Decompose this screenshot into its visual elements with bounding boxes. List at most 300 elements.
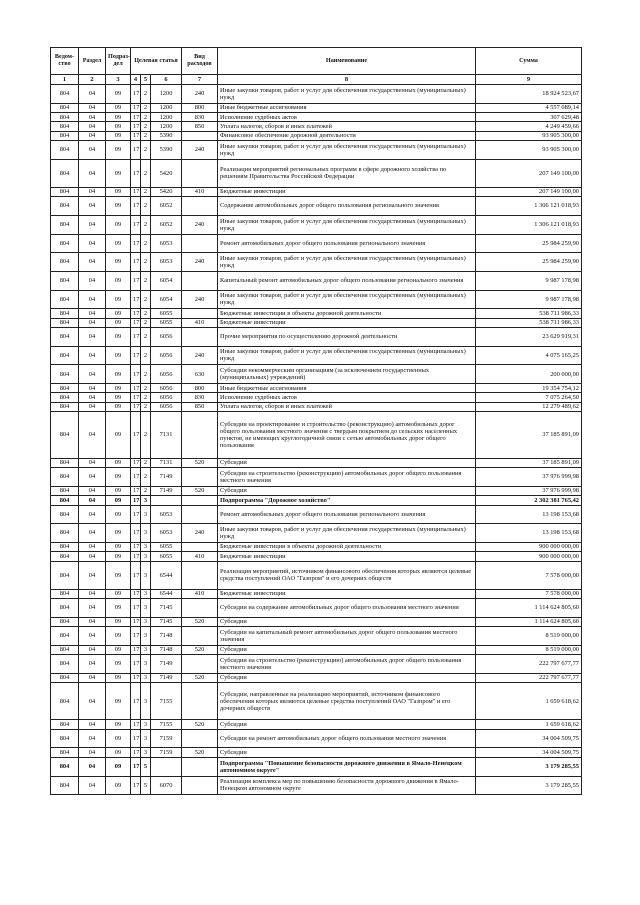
cell-target-subprogram: 2 [141,458,151,467]
cell-name: Ремонт автомобильных дорог общего пользования регионального значения [218,234,476,253]
cell-target-program: 17 [131,215,141,234]
cell-vedomstvo: 804 [51,673,79,682]
cell-podrazdel: 09 [106,655,131,674]
cell-razdel: 04 [79,729,106,748]
cell-razdel: 04 [79,103,106,112]
table-row [51,346,582,365]
cell-podrazdel: 09 [106,271,131,290]
cell-sum: 19 354 754,12 [476,384,582,393]
cell-expense-type [182,729,218,748]
cell-razdel: 04 [79,776,106,795]
cell-razdel: 04 [79,645,106,654]
cell-podrazdel: 09 [106,524,131,543]
table-row [51,103,582,112]
cell-target-subprogram: 2 [141,365,151,384]
cell-target-program: 17 [131,271,141,290]
cell-podrazdel: 09 [106,776,131,795]
cell-sum: 93 905 300,00 [476,131,582,140]
cell-razdel: 04 [79,365,106,384]
table-row [51,122,582,131]
cell-vedomstvo: 804 [51,309,79,318]
cell-sum: 1 306 121 018,93 [476,197,582,216]
budget-table [50,47,582,795]
cell-sum: 37 185 891,09 [476,458,582,467]
cell-expense-type [182,234,218,253]
cell-target-subprogram: 2 [141,234,151,253]
cell-target-program: 17 [131,113,141,122]
cell-expense-type: 520 [182,748,218,757]
cell-vedomstvo: 804 [51,598,79,617]
cell-vedomstvo: 804 [51,318,79,327]
cell-expense-type: 410 [182,318,218,327]
cell-target-subprogram: 3 [141,496,151,505]
cell-name: Исполнение судебных актов [218,393,476,402]
cell-expense-type [182,627,218,646]
cell-name: Реализация мероприятий, источником финансового обеспечения которых являются целевые средства поступлений ОАО "Газпром" и его дочерних обществ [218,561,476,589]
cell-vedomstvo: 804 [51,496,79,505]
cell-target-program: 17 [131,673,141,682]
cell-razdel: 04 [79,552,106,561]
cell-target-subprogram: 3 [141,552,151,561]
cell-razdel: 04 [79,720,106,729]
table-row [51,505,582,524]
cell-target-code: 6053 [151,524,182,543]
cell-target-program: 17 [131,776,141,795]
table-row [51,412,582,459]
cell-target-code: 6053 [151,234,182,253]
cell-target-program: 17 [131,729,141,748]
cell-target-code: 6053 [151,505,182,524]
cell-podrazdel: 09 [106,113,131,122]
cell-expense-type: 240 [182,215,218,234]
cell-target-subprogram: 2 [141,402,151,411]
cell-name: Иные бюджетные ассигнования [218,103,476,112]
cell-vedomstvo: 804 [51,552,79,561]
cell-expense-type: 240 [182,141,218,160]
cell-sum: 37 185 891,09 [476,412,582,459]
cell-target-program: 17 [131,197,141,216]
cell-target-code: 6544 [151,561,182,589]
cell-vedomstvo: 804 [51,561,79,589]
cell-name: Иные закупки товаров, работ и услуг для обеспечения государственных (муниципальных) нужд [218,346,476,365]
cell-razdel: 04 [79,290,106,309]
table-row [51,757,582,776]
cell-target-code: 6056 [151,402,182,411]
cell-vedomstvo: 804 [51,215,79,234]
cell-podrazdel: 09 [106,627,131,646]
cell-name: Субсидии [218,645,476,654]
cell-target-code: 6544 [151,589,182,598]
cell-podrazdel: 09 [106,542,131,551]
cell-target-subprogram: 2 [141,141,151,160]
cell-name: Иные закупки товаров, работ и услуг для обеспечения государственных (муниципальных) нужд [218,215,476,234]
cell-razdel: 04 [79,589,106,598]
column-number: 6 [151,75,182,85]
cell-name: Субсидии на строительство (реконструкцию) автомобильных дорог общего пользования местного значения [218,655,476,674]
cell-sum: 1 114 624 805,60 [476,617,582,626]
cell-target-subprogram: 2 [141,486,151,495]
cell-vedomstvo: 804 [51,271,79,290]
cell-target-code: 6056 [151,393,182,402]
cell-name: Бюджетные инвестиции [218,589,476,598]
table-row [51,309,582,318]
cell-sum: 34 004 509,75 [476,748,582,757]
table-row [51,552,582,561]
cell-name: Субсидии некоммерческим организациям (за исключением государственных (муниципальных) учреждений) [218,365,476,384]
cell-target-subprogram: 3 [141,542,151,551]
cell-target-subprogram: 3 [141,683,151,720]
cell-expense-type [182,655,218,674]
table-row [51,85,582,104]
cell-expense-type: 410 [182,552,218,561]
cell-name: Субсидии [218,673,476,682]
cell-expense-type [182,309,218,318]
cell-razdel: 04 [79,524,106,543]
cell-target-code: 6052 [151,197,182,216]
cell-vedomstvo: 804 [51,412,79,459]
table-row [51,458,582,467]
cell-podrazdel: 09 [106,458,131,467]
cell-razdel: 04 [79,627,106,646]
cell-vedomstvo: 804 [51,748,79,757]
cell-target-subprogram: 2 [141,271,151,290]
column-number: 8 [218,75,476,85]
table-row [51,365,582,384]
cell-target-code: 7131 [151,412,182,459]
cell-target-program: 17 [131,542,141,551]
cell-name: Иные закупки товаров, работ и услуг для обеспечения государственных (муниципальных) нужд [218,253,476,272]
cell-target-code [151,496,182,505]
cell-target-subprogram: 3 [141,748,151,757]
cell-expense-type: 520 [182,720,218,729]
cell-podrazdel: 09 [106,757,131,776]
cell-vedomstvo: 804 [51,468,79,487]
cell-target-code: 7149 [151,486,182,495]
cell-sum: 13 198 153,68 [476,505,582,524]
cell-target-code: 1200 [151,122,182,131]
cell-podrazdel: 09 [106,552,131,561]
cell-razdel: 04 [79,505,106,524]
cell-vedomstvo: 804 [51,113,79,122]
budget-sheet [50,47,582,795]
cell-target-subprogram: 3 [141,645,151,654]
cell-razdel: 04 [79,458,106,467]
cell-sum: 1 659 618,62 [476,683,582,720]
cell-target-program: 17 [131,384,141,393]
cell-target-code: 6053 [151,253,182,272]
column-number-row [51,75,582,85]
cell-sum: 222 797 677,77 [476,673,582,682]
cell-sum: 1 659 618,62 [476,720,582,729]
header-target-article: Целевая статья [131,48,182,75]
cell-name: Ремонт автомобильных дорог общего пользования регионального значения [218,505,476,524]
cell-target-code: 6052 [151,215,182,234]
cell-target-program: 17 [131,552,141,561]
cell-name: Субсидии на ремонт автомобильных дорог общего пользования местного значения [218,729,476,748]
cell-razdel: 04 [79,187,106,196]
cell-vedomstvo: 804 [51,103,79,112]
column-number: 2 [79,75,106,85]
cell-vedomstvo: 804 [51,645,79,654]
cell-podrazdel: 09 [106,729,131,748]
cell-target-program: 17 [131,131,141,140]
table-row [51,131,582,140]
cell-name: Бюджетные инвестиции [218,318,476,327]
cell-name: Уплата налогов, сборов и иных платежей [218,402,476,411]
cell-razdel: 04 [79,486,106,495]
cell-target-program: 17 [131,598,141,617]
cell-sum: 900 000 000,00 [476,542,582,551]
cell-target-program: 17 [131,309,141,318]
cell-vedomstvo: 804 [51,505,79,524]
cell-target-program: 17 [131,645,141,654]
cell-target-code: 1200 [151,113,182,122]
cell-sum: 4 075 165,25 [476,346,582,365]
cell-target-subprogram: 2 [141,290,151,309]
cell-sum: 900 000 000,00 [476,552,582,561]
cell-target-subprogram: 3 [141,524,151,543]
cell-razdel: 04 [79,271,106,290]
table-row [51,561,582,589]
cell-podrazdel: 09 [106,748,131,757]
cell-podrazdel: 09 [106,617,131,626]
cell-sum: 8 519 000,00 [476,645,582,654]
cell-target-code: 6054 [151,290,182,309]
table-row [51,159,582,187]
cell-razdel: 04 [79,141,106,160]
cell-name: Бюджетные инвестиции [218,187,476,196]
cell-podrazdel: 09 [106,346,131,365]
cell-target-subprogram: 5 [141,757,151,776]
header-podrazdel: Подраз-дел [106,48,131,75]
cell-target-code: 7155 [151,720,182,729]
cell-podrazdel: 09 [106,234,131,253]
cell-podrazdel: 09 [106,290,131,309]
cell-sum: 1 114 624 805,60 [476,598,582,617]
cell-expense-type: 240 [182,290,218,309]
cell-vedomstvo: 804 [51,757,79,776]
cell-razdel: 04 [79,197,106,216]
cell-vedomstvo: 804 [51,402,79,411]
cell-target-subprogram: 2 [141,393,151,402]
cell-target-code: 6054 [151,271,182,290]
cell-target-program: 17 [131,412,141,459]
table-row [51,327,582,346]
cell-name: Субсидии на проектирование и строительство (реконструкцию) автомобильных дорог общего пользования местного значения с твердым покрытием до сельских населенных пунктов, не имеющих круглогодичной связи с сетью автомобильных дорог общего пользования [218,412,476,459]
cell-target-program: 17 [131,589,141,598]
cell-podrazdel: 09 [106,598,131,617]
cell-podrazdel: 09 [106,131,131,140]
cell-target-subprogram: 2 [141,412,151,459]
cell-target-program: 17 [131,683,141,720]
cell-target-subprogram: 5 [141,776,151,795]
cell-target-code: 5420 [151,159,182,187]
table-head [51,48,582,85]
cell-podrazdel: 09 [106,122,131,131]
cell-expense-type [182,468,218,487]
table-row [51,645,582,654]
cell-target-subprogram: 2 [141,131,151,140]
cell-vedomstvo: 804 [51,141,79,160]
cell-vedomstvo: 804 [51,589,79,598]
cell-razdel: 04 [79,253,106,272]
cell-vedomstvo: 804 [51,346,79,365]
cell-vedomstvo: 804 [51,627,79,646]
cell-vedomstvo: 804 [51,683,79,720]
cell-target-code: 5420 [151,187,182,196]
cell-target-program: 17 [131,159,141,187]
cell-target-code: 6056 [151,327,182,346]
table-row [51,113,582,122]
cell-target-code: 1200 [151,103,182,112]
cell-name: Иные бюджетные ассигнования [218,384,476,393]
cell-sum: 538 711 986,33 [476,318,582,327]
table-row [51,496,582,505]
cell-target-code: 6055 [151,318,182,327]
table-row [51,486,582,495]
cell-target-subprogram: 2 [141,309,151,318]
cell-target-program: 17 [131,524,141,543]
cell-podrazdel: 09 [106,365,131,384]
cell-sum: 7 578 000,00 [476,561,582,589]
cell-target-subprogram: 2 [141,113,151,122]
table-row [51,589,582,598]
table-row [51,720,582,729]
cell-target-code: 6056 [151,365,182,384]
cell-podrazdel: 09 [106,468,131,487]
cell-expense-type [182,776,218,795]
cell-target-code: 7149 [151,673,182,682]
cell-name: Иные закупки товаров, работ и услуг для обеспечения государственных (муниципальных) нужд [218,524,476,543]
cell-target-program: 17 [131,85,141,104]
cell-vedomstvo: 804 [51,187,79,196]
table-row [51,468,582,487]
cell-target-code: 6055 [151,309,182,318]
cell-podrazdel: 09 [106,505,131,524]
cell-sum: 93 905 300,00 [476,141,582,160]
cell-target-subprogram: 2 [141,327,151,346]
cell-sum: 25 984 259,90 [476,253,582,272]
table-body [51,85,582,795]
cell-razdel: 04 [79,234,106,253]
cell-expense-type [182,412,218,459]
cell-target-subprogram: 2 [141,187,151,196]
cell-target-program: 17 [131,486,141,495]
column-number: 9 [476,75,582,85]
cell-sum: 3 179 285,55 [476,776,582,795]
cell-sum: 23 629 919,31 [476,327,582,346]
cell-target-code [151,757,182,776]
cell-target-subprogram: 3 [141,561,151,589]
cell-podrazdel: 09 [106,720,131,729]
cell-razdel: 04 [79,309,106,318]
cell-name: Субсидии на содержание автомобильных дорог общего пользования местного значения [218,598,476,617]
cell-podrazdel: 09 [106,683,131,720]
cell-razdel: 04 [79,673,106,682]
cell-vedomstvo: 804 [51,720,79,729]
table-row [51,683,582,720]
cell-target-program: 17 [131,496,141,505]
cell-vedomstvo: 804 [51,655,79,674]
cell-sum: 207 149 100,00 [476,187,582,196]
column-number: 1 [51,75,79,85]
cell-expense-type [182,561,218,589]
table-row [51,290,582,309]
cell-razdel: 04 [79,215,106,234]
cell-target-subprogram: 3 [141,655,151,674]
cell-podrazdel: 09 [106,318,131,327]
cell-expense-type [182,683,218,720]
cell-target-subprogram: 3 [141,589,151,598]
cell-sum: 2 302 381 765,42 [476,496,582,505]
cell-expense-type: 850 [182,122,218,131]
cell-target-subprogram: 2 [141,468,151,487]
cell-sum: 37 976 999,98 [476,468,582,487]
cell-razdel: 04 [79,159,106,187]
cell-expense-type: 520 [182,645,218,654]
cell-target-subprogram: 2 [141,215,151,234]
cell-podrazdel: 09 [106,327,131,346]
cell-target-subprogram: 2 [141,253,151,272]
cell-expense-type [182,197,218,216]
cell-name: Реализация комплекса мер по повышению безопасности дорожного движения в Ямало-Ненецком автономном округе [218,776,476,795]
cell-expense-type: 240 [182,524,218,543]
cell-target-program: 17 [131,234,141,253]
cell-target-code: 6056 [151,384,182,393]
column-number: 7 [182,75,218,85]
cell-name: Реализация мероприятий региональных программ в сфере дорожного хозяйства по решениям Правительства Российской Федерации [218,159,476,187]
table-row [51,402,582,411]
cell-podrazdel: 09 [106,645,131,654]
cell-target-program: 17 [131,393,141,402]
cell-podrazdel: 09 [106,253,131,272]
column-number: 3 [106,75,131,85]
cell-sum: 37 976 999,98 [476,486,582,495]
cell-target-subprogram: 2 [141,103,151,112]
cell-target-code: 1200 [151,85,182,104]
cell-razdel: 04 [79,402,106,411]
cell-podrazdel: 09 [106,309,131,318]
cell-target-code: 6055 [151,552,182,561]
cell-target-code: 7149 [151,655,182,674]
cell-name: Уплата налогов, сборов и иных платежей [218,122,476,131]
cell-target-code: 5390 [151,131,182,140]
cell-target-code: 7159 [151,729,182,748]
cell-vedomstvo: 804 [51,197,79,216]
cell-name: Субсидии [218,617,476,626]
table-row [51,318,582,327]
cell-target-program: 17 [131,757,141,776]
cell-name: Прочие мероприятия по осуществлению дорожной деятельности [218,327,476,346]
cell-vedomstvo: 804 [51,365,79,384]
cell-vedomstvo: 804 [51,458,79,467]
cell-podrazdel: 09 [106,197,131,216]
cell-razdel: 04 [79,412,106,459]
cell-razdel: 04 [79,327,106,346]
cell-name: Исполнение судебных актов [218,113,476,122]
table-row [51,215,582,234]
cell-target-code: 5390 [151,141,182,160]
cell-target-subprogram: 2 [141,85,151,104]
cell-sum: 8 519 000,00 [476,627,582,646]
cell-razdel: 04 [79,757,106,776]
cell-razdel: 04 [79,85,106,104]
cell-target-subprogram: 3 [141,729,151,748]
cell-target-program: 17 [131,346,141,365]
cell-target-program: 17 [131,187,141,196]
cell-vedomstvo: 804 [51,384,79,393]
cell-vedomstvo: 804 [51,131,79,140]
